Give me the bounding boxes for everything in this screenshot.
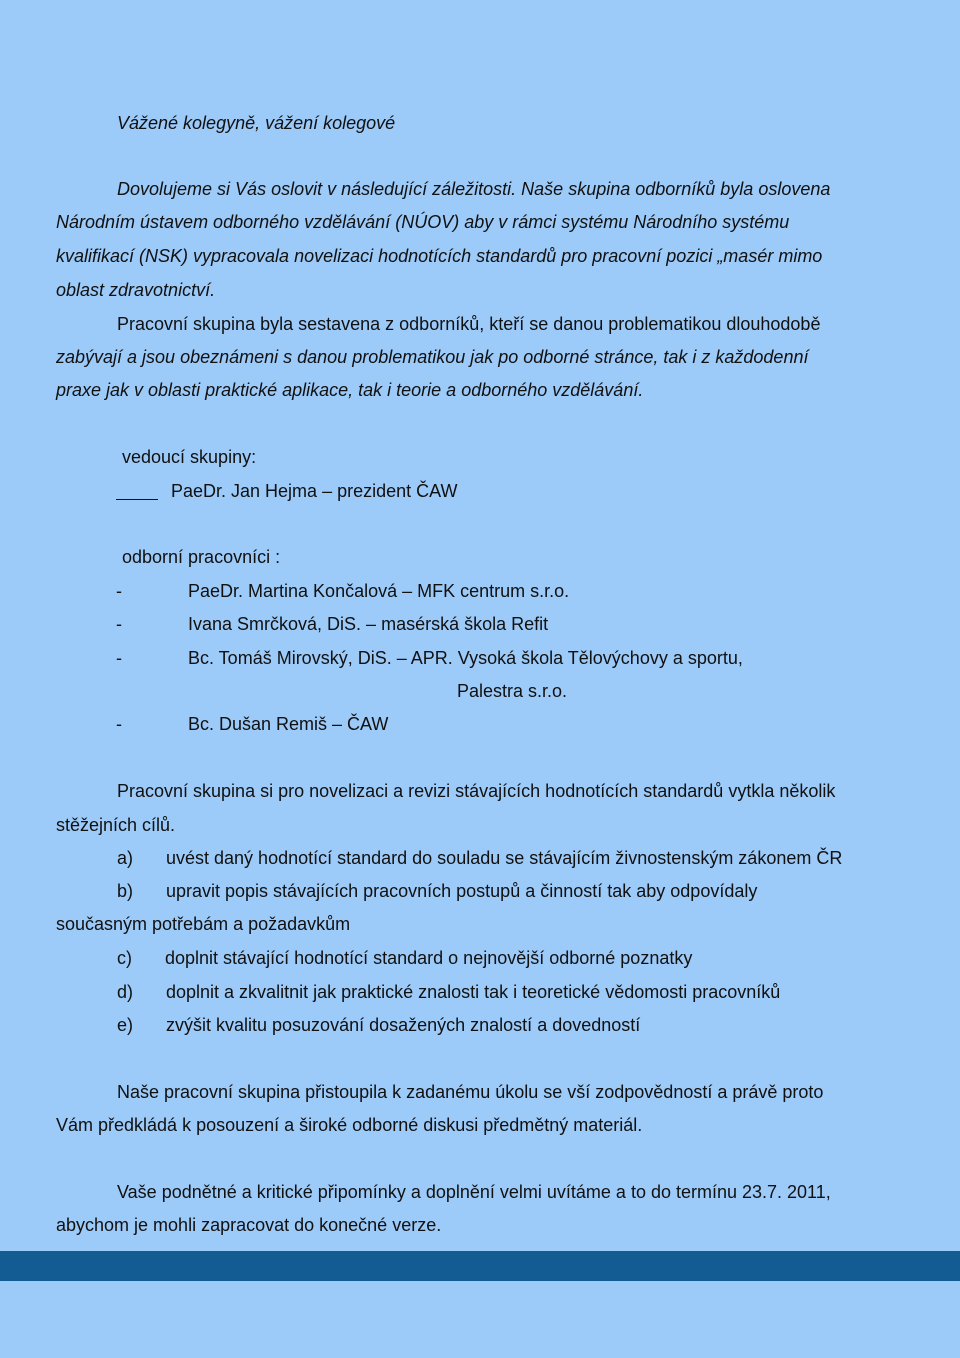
paragraph-closing-line: Vaše podnětné a kritické připomínky a doplnění velmi uvítáme a to do termínu 23.7. 2011,: [117, 1182, 831, 1202]
workers-heading: odborní pracovníci :: [122, 547, 281, 567]
leader-heading: vedoucí skupiny:: [122, 447, 257, 467]
goal-letter: e): [117, 1015, 134, 1035]
paragraph-intro-line: oblast zdravotnictví.: [56, 280, 216, 300]
goal-item: doplnit a zkvalitnit jak praktické znalosti tak i teoretické vědomosti pracovníků: [166, 982, 781, 1002]
paragraph-group-line: Pracovní skupina byla sestavena z odborníků, kteří se danou problematikou dlouhodobě: [117, 314, 821, 334]
worker-item: PaeDr. Martina Končalová – MFK centrum s.r.o.: [188, 581, 570, 601]
paragraph-approach-line: Naše pracovní skupina přistoupila k zadanému úkolu se vší zodpovědností a právě proto: [117, 1082, 824, 1102]
worker-item: Ivana Smrčková, DiS. – masérská škola Refit: [188, 614, 549, 634]
paragraph-goals-line: Pracovní skupina si pro novelizaci a revizi stávajících hodnotících standardů vytkla několik: [117, 781, 836, 801]
goal-letter: b): [117, 881, 134, 901]
paragraph-intro-line: Dovolujeme si Vás oslovit v následující záležitosti. Naše skupina odborníků byla oslovena: [117, 179, 831, 199]
greeting: Vážené kolegyně, vážení kolegové: [117, 113, 396, 133]
worker-bullet: -: [116, 614, 122, 634]
worker-item: Bc. Tomáš Mirovský, DiS. – APR. Vysoká škola Tělovýchovy a sportu,: [188, 648, 743, 668]
paragraph-group-line: praxe jak v oblasti praktické aplikace, tak i teorie a odborného vzdělávání.: [56, 380, 644, 400]
paragraph-approach-line: Vám předkládá k posouzení a široké odborné diskusi předmětný materiál.: [56, 1115, 643, 1135]
leader-dash: [116, 499, 158, 500]
worker-item: Bc. Dušan Remiš – ČAW: [188, 714, 389, 734]
worker-bullet: -: [116, 648, 122, 668]
paragraph-goals-line: stěžejních cílů.: [56, 815, 176, 835]
paragraph-intro-line: kvalifikací (NSK) vypracovala novelizaci hodnotících standardů pro pracovní pozici „masér mimo: [56, 246, 823, 266]
paragraph-closing-line: abychom je mohli zapracovat do konečné verze.: [56, 1215, 442, 1235]
goal-letter: a): [117, 848, 134, 868]
goal-item: upravit popis stávajících pracovních postupů a činností tak aby odpovídaly: [166, 881, 758, 901]
goal-item: doplnit stávající hodnotící standard o nejnovější odborné poznatky: [165, 948, 693, 968]
goal-letter: c): [117, 948, 132, 968]
goal-item: zvýšit kvalitu posuzování dosažených znalostí a dovedností: [166, 1015, 641, 1035]
goal-letter: d): [117, 982, 134, 1002]
worker-bullet: -: [116, 714, 122, 734]
leader-name: PaeDr. Jan Hejma – prezident ČAW: [171, 481, 458, 501]
goal-item: uvést daný hodnotící standard do souladu se stávajícím živnostenským zákonem ČR: [166, 848, 843, 868]
goal-item-continuation: současným potřebám a požadavkům: [56, 914, 351, 934]
paragraph-intro-line: Národním ústavem odborného vzdělávání (NÚOV) aby v rámci systému Národního systému: [56, 212, 790, 232]
footer-bar: [0, 1251, 960, 1281]
paragraph-group-line: zabývají a jsou obeznámeni s danou problematikou jak po odborné stránce, tak i z každodenní: [56, 347, 809, 367]
worker-bullet: -: [116, 581, 122, 601]
worker-item-continuation: Palestra s.r.o.: [457, 681, 568, 701]
